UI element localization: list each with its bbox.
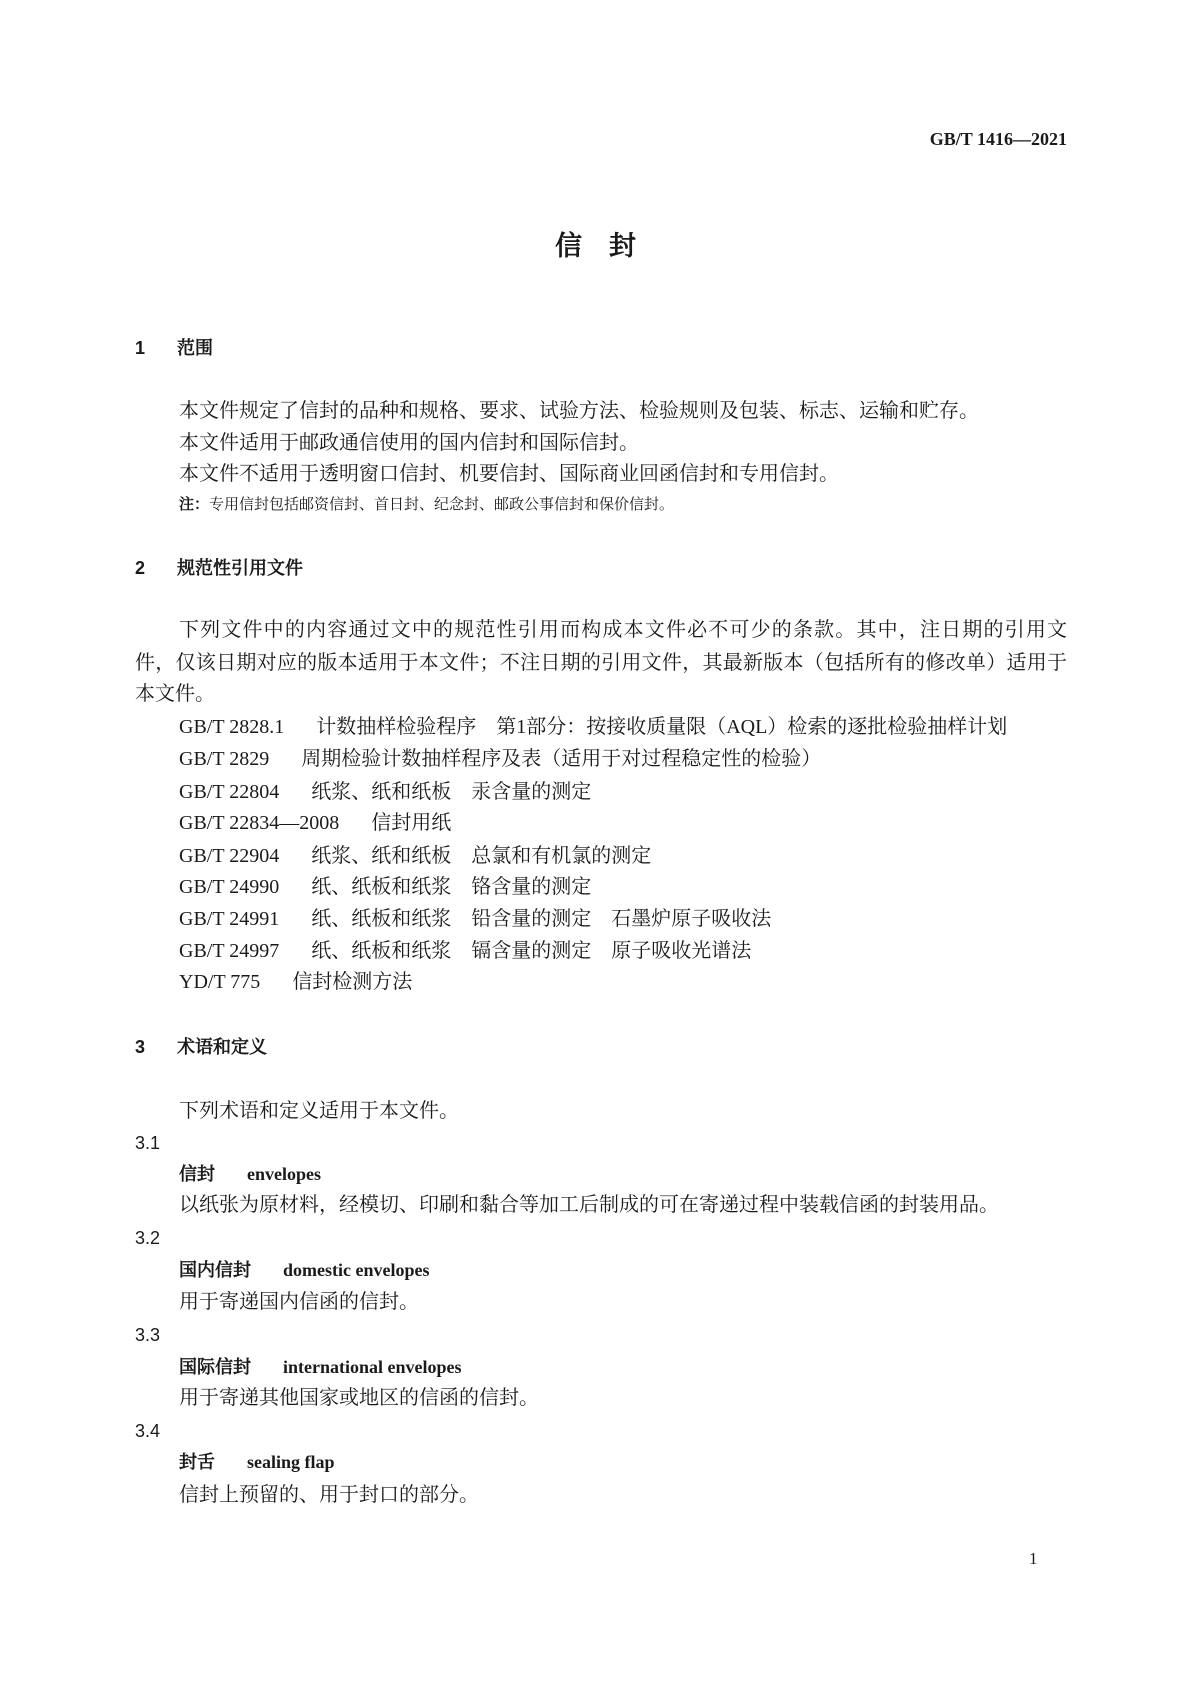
term-definition: 以纸张为原材料，经模切、印刷和黏合等加工后制成的可在寄递过程中装载信函的封装用品。 [179,1194,999,1216]
paragraph: 本文件不适用于透明窗口信封、机要信封、国际商业回函信封和专用信封。 [179,463,839,485]
term-number: 3.1 [135,1133,161,1153]
term-definition: 信封上预留的、用于封口的部分。 [179,1484,479,1506]
reference-item: GB/T 2828.1 计数抽样检验程序 第1部分：按接收质量限（AQL）检索的逐批检验抽样计划 [179,716,1008,738]
reference-item: GB/T 24991 纸、纸板和纸浆 铅含量的测定 石墨炉原子吸收法 [179,908,772,930]
reference-item: GB/T 24997 纸、纸板和纸浆 镉含量的测定 原子吸收光谱法 [179,940,752,962]
paragraph: 件，仅该日期对应的版本适用于本文件；不注日期的引用文件，其最新版本（包括所有的修改单）适用于 [135,652,1067,674]
reference-item: GB/T 22804 纸浆、纸和纸板 汞含量的测定 [179,781,592,803]
reference-item: GB/T 22834—2008 信封用纸 [179,812,452,834]
paragraph: 本文件适用于邮政通信使用的国内信封和国际信封。 [179,432,639,454]
note: 注：专用信封包括邮资信封、首日封、纪念封、邮政公事信封和保价信封。 [179,497,675,513]
section-3-heading: 3 术语和定义 [135,1037,268,1057]
term-title: 国际信封 international envelopes [179,1357,462,1377]
reference-item: GB/T 2829 周期检验计数抽样程序及表（适用于对过程稳定性的检验） [179,748,822,770]
term-title: 国内信封 domestic envelopes [179,1260,430,1280]
section-2-heading: 2 规范性引用文件 [135,558,304,578]
page-number: 1 [1029,1549,1038,1568]
standard-number: GB/T 1416—2021 [929,129,1067,149]
paragraph: 下列术语和定义适用于本文件。 [179,1100,459,1122]
paragraph: 本文件规定了信封的品种和规格、要求、试验方法、检验规则及包装、标志、运输和贮存。 [179,400,979,422]
section-1-heading: 1 范围 [135,338,214,358]
reference-item: GB/T 22904 纸浆、纸和纸板 总氯和有机氯的测定 [179,845,652,867]
page-title: 信 封 [555,231,636,261]
term-number: 3.3 [135,1325,161,1345]
term-definition: 用于寄递国内信函的信封。 [179,1291,419,1313]
reference-item: GB/T 24990 纸、纸板和纸浆 铬含量的测定 [179,876,592,898]
term-title: 封舌 sealing flap [179,1452,335,1472]
term-number: 3.4 [135,1421,161,1441]
term-number: 3.2 [135,1228,161,1248]
paragraph: 下列文件中的内容通过文中的规范性引用而构成本文件必不可少的条款。其中，注日期的引用文 [179,619,1067,641]
paragraph: 本文件。 [135,683,215,705]
term-title: 信封 envelopes [179,1164,321,1184]
reference-item: YD/T 775 信封检测方法 [179,971,413,993]
term-definition: 用于寄递其他国家或地区的信函的信封。 [179,1387,539,1409]
